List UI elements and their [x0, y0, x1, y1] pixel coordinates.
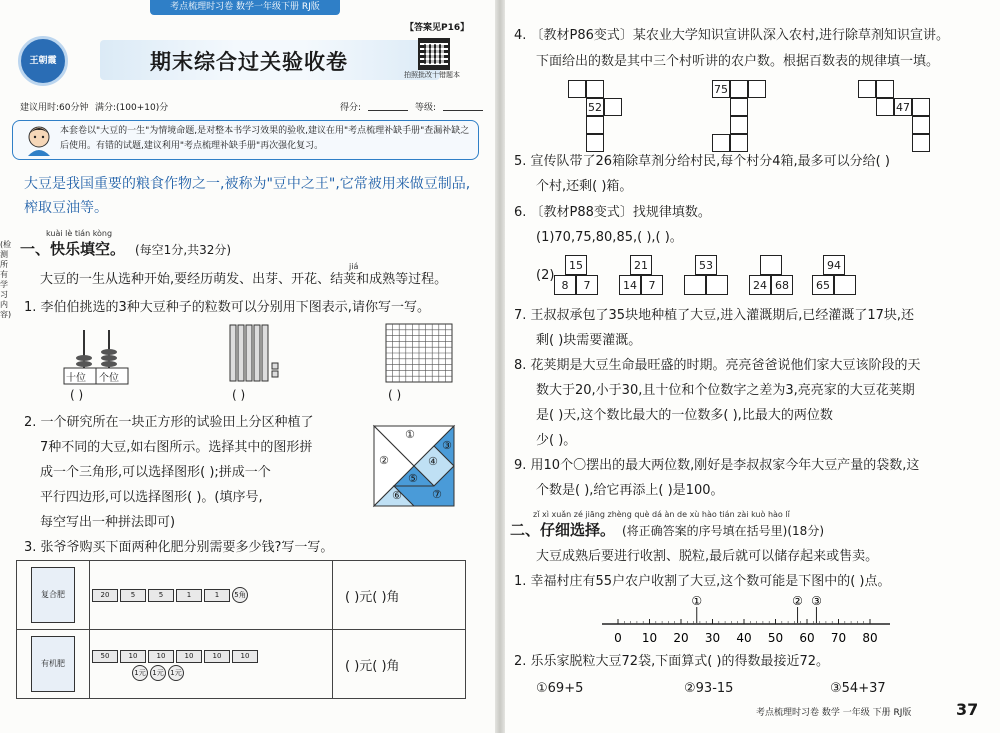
- question-8-line-2: 数大于20,小于30,且十位和个位数字之差为3,亮亮家的大豆花荚期: [536, 383, 915, 398]
- house-top: 21: [630, 255, 652, 275]
- grid-cell: [586, 80, 604, 98]
- coin: 1元: [132, 665, 148, 681]
- time-label: 建议用时:60分钟: [20, 103, 89, 113]
- grid-cell[interactable]: [912, 116, 930, 134]
- publisher-logo: 王朝霞: [18, 36, 68, 86]
- tangram-label-5: ⑤: [408, 472, 418, 485]
- question-8-line-4: 少( )。: [536, 433, 577, 448]
- grid-cell: 52: [586, 98, 604, 116]
- question-5-line-2: 个村,还剩( )箱。: [536, 179, 633, 194]
- coin: 5角: [232, 587, 248, 603]
- grid-cell[interactable]: [876, 80, 894, 98]
- qr-code-icon[interactable]: [418, 38, 450, 70]
- student-avatar-icon: [22, 122, 56, 156]
- footer-text: 考点梳理时习卷 数学 一年级 下册 RJ版: [756, 708, 912, 718]
- q1-blank-3[interactable]: ( ): [388, 388, 402, 402]
- banknote: 5: [148, 589, 174, 602]
- qr-caption: 拍照批改十错题本: [404, 71, 460, 79]
- page-number: 37: [956, 700, 979, 719]
- marker-label[interactable]: ②: [792, 594, 803, 608]
- lead-pinyin: jiá: [349, 262, 359, 271]
- question-3: 3. 张爷爷购买下面两种化肥分别需要多少钱?写一写。: [24, 540, 334, 555]
- question-6-part-2-label: (2): [536, 268, 555, 283]
- grid-cell[interactable]: [912, 98, 930, 116]
- grid-cell[interactable]: [748, 80, 766, 98]
- section2-lead: 大豆成熟后要进行收割、脱粒,最后就可以储存起来或售卖。: [536, 549, 879, 564]
- abacus-tens-label: 十位: [66, 373, 86, 384]
- banknote: 10: [232, 650, 258, 663]
- q1-blank-1[interactable]: ( ): [70, 388, 84, 402]
- question-1: 1. 李伯伯挑选的3种大豆种子的粒数可以分别用下图表示,请你写一写。: [24, 300, 430, 315]
- question-7-line-2: 剩( )块需要灌溉。: [536, 333, 642, 348]
- house-bottom-left: 24: [749, 275, 771, 295]
- tangram-label-2: ②: [379, 454, 389, 467]
- q1-blank-2[interactable]: ( ): [232, 388, 246, 402]
- grid-cell[interactable]: [586, 116, 604, 134]
- top-banner: 考点梳理时习卷 数学一年级下册 RJ版: [150, 0, 340, 15]
- grid-cell: 75: [712, 80, 730, 98]
- question-9-line-2: 个数是( ),给它再添上( )是100。: [536, 483, 724, 498]
- tens-sticks-figure: [228, 323, 284, 385]
- tick-label: 20: [673, 631, 689, 645]
- section2-title: 二、仔细选择。: [510, 521, 616, 539]
- money-cell-1: [90, 561, 333, 630]
- hundred-grid-figure: [385, 323, 455, 385]
- banknote: 1: [176, 589, 202, 602]
- question-2-line-3: 成一个三角形,可以选择图形( );拼成一个: [40, 465, 271, 480]
- grid-cell[interactable]: [730, 80, 748, 98]
- tangram-label-6: ⑥: [392, 489, 402, 502]
- tangram-label-7: ⑦: [432, 488, 442, 501]
- question-10: 1. 幸福村庄有55户农户收割了大豆,这个数可能是下图中的( )点。: [514, 574, 891, 589]
- tick-label: 40: [736, 631, 752, 645]
- grade-field[interactable]: [443, 110, 483, 111]
- question-8-line-3: 是( )天,这个数比最大的一位数多( ),比最大的两位数: [536, 408, 833, 423]
- tick-label: 0: [614, 631, 622, 645]
- section1-lead: 大豆的一生从选种开始,要经历萌发、出芽、开花、结荚和成熟等过程。: [40, 272, 448, 287]
- house-top: 94: [823, 255, 845, 275]
- story-intro: 大豆是我国重要的粮食作物之一,被称为"豆中之王",它常被用来做豆制品,榨取豆油等。: [24, 176, 471, 216]
- money-cell-2: [90, 630, 333, 699]
- question-8-line-1: 8. 花荚期是大豆生命最旺盛的时期。亮亮爸爸说他们家大豆该阶段的天: [514, 358, 921, 373]
- house-bottom-right: 7: [576, 275, 598, 295]
- grid-cell[interactable]: [730, 116, 748, 134]
- house-bottom-left: 8: [554, 275, 576, 295]
- option-c[interactable]: ③54+37: [830, 681, 886, 696]
- tangram-label-4: ④: [428, 455, 438, 468]
- section1-title: 一、快乐填空。: [20, 240, 126, 258]
- coin: 1元: [168, 665, 184, 681]
- question-9-line-1: 9. 用10个〇摆出的最大两位数,刚好是李叔叔家今年大豆产量的袋数,这: [514, 458, 920, 473]
- grade-field-label: 等级:: [415, 103, 437, 113]
- tick-label: 70: [830, 631, 847, 645]
- number-line-chart: [600, 592, 900, 648]
- question-2-line-1: 2. 一个研究所在一块正方形的试验田上分区种植了: [24, 415, 314, 430]
- banknote: 50: [92, 650, 118, 663]
- question-6: 6. 〔教材P88变式〕找规律填数。: [514, 205, 711, 220]
- question-11: 2. 乐乐家脱粒大豆72袋,下面算式( )的得数最接近72。: [514, 654, 830, 669]
- question-2-line-4: 平行四边形,可以选择图形( )。(填序号,: [40, 490, 263, 505]
- banknote: 10: [204, 650, 230, 663]
- answer-ref: 【答案见P16】: [405, 23, 470, 33]
- book-spine: [495, 0, 505, 733]
- grid-cell: [568, 80, 586, 98]
- tick-label: 80: [862, 631, 878, 645]
- tangram-figure: [372, 424, 458, 510]
- question-2-line-5: 每空写出一种拼法即可): [40, 515, 176, 530]
- house-bottom-left: 65: [812, 275, 834, 295]
- table-row: [17, 561, 466, 630]
- grid-cell[interactable]: [604, 98, 622, 116]
- score-field-label: 得分:: [340, 103, 362, 113]
- marker-label[interactable]: ①: [691, 594, 703, 608]
- question-2-line-2: 7种不同的大豆,如右图所示。选择其中的图形拼: [40, 440, 313, 455]
- house-bottom-right[interactable]: [834, 275, 856, 295]
- house-bottom-left[interactable]: [684, 275, 706, 295]
- tick-label: 50: [767, 631, 784, 645]
- question-5-line-1: 5. 宣传队带了26箱除草剂分给村民,每个村分4箱,最多可以分给( ): [514, 154, 890, 169]
- section2-pinyin: zǐ xì xuǎn zé jiāng zhèng què dá àn de xù hào tián zài kuò hào lǐ: [533, 510, 790, 519]
- page-title: 期末综合过关验收卷: [150, 50, 348, 74]
- abacus-ones-label: 个位: [99, 373, 119, 384]
- coin: 1元: [150, 665, 166, 681]
- house-bottom-left: 14: [619, 275, 641, 295]
- grid-cell: 47: [894, 98, 912, 116]
- grid-cell[interactable]: [858, 80, 876, 98]
- score-total: 满分:(100+10)分: [95, 103, 169, 113]
- banknote: 5: [120, 589, 146, 602]
- house-top[interactable]: [760, 255, 782, 275]
- house-bottom-right: 68: [771, 275, 793, 295]
- tick-label: 30: [704, 631, 721, 645]
- fert-bag-label-1: 复合肥: [31, 567, 75, 623]
- option-a[interactable]: ①69+5: [536, 681, 584, 696]
- banknote: 10: [176, 650, 202, 663]
- tangram-label-1: ①: [405, 428, 415, 441]
- section2-note: (将正确答案的序号填在括号里)(18分): [622, 524, 824, 538]
- fertilizer-bag-1: [17, 561, 90, 630]
- tangram-label-3: ③: [442, 439, 452, 452]
- score-field[interactable]: [368, 110, 408, 111]
- fertilizer-price-table: [16, 560, 466, 699]
- fert-bag-label-2: 有机肥: [31, 636, 75, 692]
- house-bottom-right: 7: [641, 275, 663, 295]
- banknote: 20: [92, 589, 118, 602]
- section1-pinyin: kuài lè tián kòng: [46, 229, 113, 238]
- question-4-line-2: 下面给出的数是其中三个村听讲的农户数。根据百数表的规律填一填。: [536, 54, 940, 69]
- banknote: 1: [204, 589, 230, 602]
- option-b[interactable]: ②93-15: [684, 681, 734, 696]
- answer-cell-1[interactable]: ( )元( )角: [333, 561, 466, 630]
- tick-label: 60: [799, 631, 815, 645]
- side-label: (检测所有学习内容): [0, 240, 12, 319]
- banknote: 10: [148, 650, 174, 663]
- house-top: 15: [565, 255, 587, 275]
- table-row: [17, 630, 466, 699]
- house-bottom-right[interactable]: [706, 275, 728, 295]
- section1-note: (每空1分,共32分): [135, 243, 232, 257]
- question-6-part-1: (1)70,75,80,85,( ),( )。: [536, 230, 683, 245]
- grid-cell[interactable]: [876, 98, 894, 116]
- banknote: 10: [120, 650, 146, 663]
- tick-label: 10: [641, 631, 658, 645]
- question-4-line-1: 4. 〔教材P86变式〕某农业大学知识宣讲队深入农村,进行除草剂知识宣讲。: [514, 28, 950, 43]
- question-7-line-1: 7. 王叔叔承包了35块地种植了大豆,进入灌溉期后,已经灌溉了17块,还: [514, 308, 915, 323]
- answer-cell-2[interactable]: ( )元( )角: [333, 630, 466, 699]
- marker-label[interactable]: ③: [811, 594, 822, 608]
- intro-text: 本套卷以"大豆的一生"为情境命题,是对整本书学习效果的验收,建议在用"考点梳理补缺手册"查漏补缺之后使用。有错的试题,建议利用"考点梳理补缺手册"再次强化复习。: [60, 126, 470, 151]
- fertilizer-bag-2: [17, 630, 90, 699]
- grid-cell[interactable]: [730, 98, 748, 116]
- house-top: 53: [695, 255, 717, 275]
